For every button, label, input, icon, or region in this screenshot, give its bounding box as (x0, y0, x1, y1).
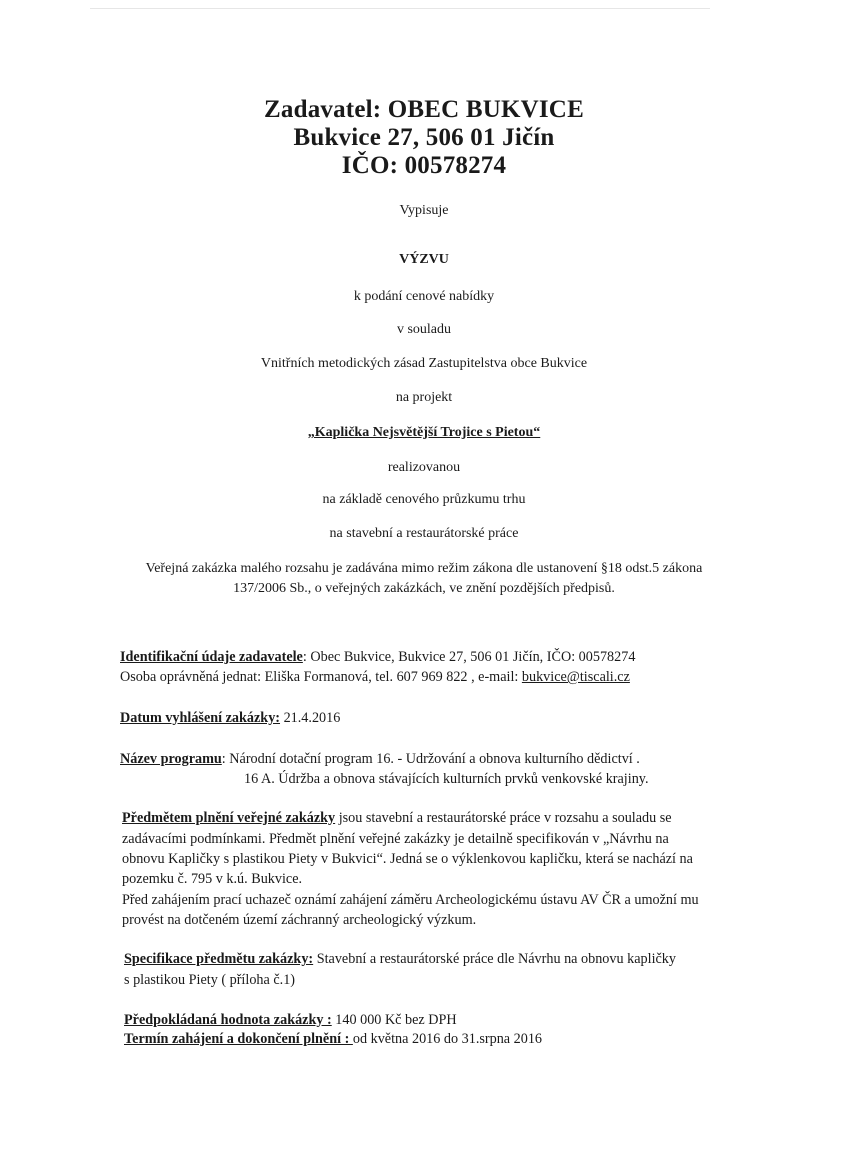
program-line1 (120, 750, 640, 768)
predmet-line3: obnovu Kapličky s plastikou Piety v Bukvici“. Jedná se o výklenkovou kapličku, která se nachází na (122, 851, 693, 867)
termin-line (124, 1030, 542, 1048)
predmet-line2: zadávacími podmínkami. Předmět plnění veřejné zakázky je detailně specifikován v „Návrhu na (122, 831, 669, 847)
header-title: Zadavatel: OBEC BUKVICE (264, 96, 584, 123)
termin-label: Termín zahájení a dokončení plnění : (124, 1031, 353, 1047)
predmet-text1: jsou stavební a restaurátorské práce v rozsahu a souladu se (335, 810, 672, 826)
header-ico: IČO: 00578274 (341, 152, 507, 179)
specifikace-line1 (124, 950, 676, 968)
intro-realizovanou: realizovanou (387, 460, 461, 475)
program-label: Název programu (120, 751, 222, 767)
hodnota-label: Předpokládaná hodnota zakázky : (124, 1012, 332, 1028)
predmet-line1 (122, 809, 672, 827)
intro-zakazka-line1: Veřejná zakázka malého rozsahu je zadávána mimo režim zákona dle ustanovení §18 odst.5 zákona (145, 561, 703, 576)
identifikace-line (120, 648, 635, 666)
program-line2: 16 A. Údržba a obnova stávajících kulturních prvků venkovské krajiny. (244, 771, 649, 787)
specifikace-line2: s plastikou Piety ( příloha č.1) (124, 972, 296, 988)
intro-vyzvu: VÝZVU (399, 252, 449, 267)
osoba-line (120, 668, 630, 686)
hodnota-line (124, 1011, 457, 1029)
specifikace-label: Specifikace předmětu zakázky: (124, 951, 314, 967)
datum-label: Datum vyhlášení zakázky: (120, 710, 281, 726)
intro-podani: k podání cenové nabídky (353, 289, 495, 304)
intro-souladu: v souladu (396, 322, 452, 337)
intro-zasady: Vnitřních metodických zásad Zastupitelstva obce Bukvice (260, 356, 588, 371)
hodnota-value: 140 000 Kč bez DPH (331, 1012, 457, 1028)
email-link[interactable]: bukvice@tiscali.cz (521, 669, 630, 685)
identifikace-label: Identifikační údaje zadavatele (120, 649, 303, 665)
intro-projekt: na projekt (395, 390, 453, 405)
scan-artifact-line (90, 8, 710, 9)
predmet-line5: Před zahájením prací uchazeč oznámí zahájení záměru Archeologickému ústavu AV ČR a umožní mu (122, 892, 699, 908)
program-text1: : Národní dotační program 16. - Udržování a obnova kulturního dědictví . (221, 751, 640, 767)
predmet-line4: pozemku č. 795 v k.ú. Bukvice. (122, 871, 303, 887)
specifikace-text1: Stavební a restaurátorské práce dle Návrhu na obnovu kapličky (313, 951, 676, 967)
termin-value: od května 2016 do 31.srpna 2016 (352, 1031, 543, 1047)
datum-line (120, 709, 340, 727)
intro-zakazka-line2: 137/2006 Sb., o veřejných zakázkách, ve znění pozdějších předpisů. (233, 581, 615, 596)
project-name: „Kaplička Nejsvětější Trojice s Pietou“ (307, 425, 541, 440)
intro-vypisuje: Vypisuje (399, 203, 449, 218)
header-address: Bukvice 27, 506 01 Jičín (293, 124, 555, 151)
intro-prace: na stavební a restaurátorské práce (329, 526, 519, 541)
intro-pruzkum: na základě cenového průzkumu trhu (322, 492, 526, 507)
datum-value: 21.4.2016 (280, 710, 341, 726)
osoba-text: Osoba oprávněná jednat: Eliška Formanová, tel. 607 969 822 , e-mail: (120, 669, 522, 685)
identifikace-text: : Obec Bukvice, Bukvice 27, 506 01 Jičín, IČO: 00578274 (302, 649, 636, 665)
predmet-line6: provést na dotčeném území záchranný archeologický výzkum. (122, 912, 477, 928)
predmet-label: Předmětem plnění veřejné zakázky (122, 810, 336, 826)
